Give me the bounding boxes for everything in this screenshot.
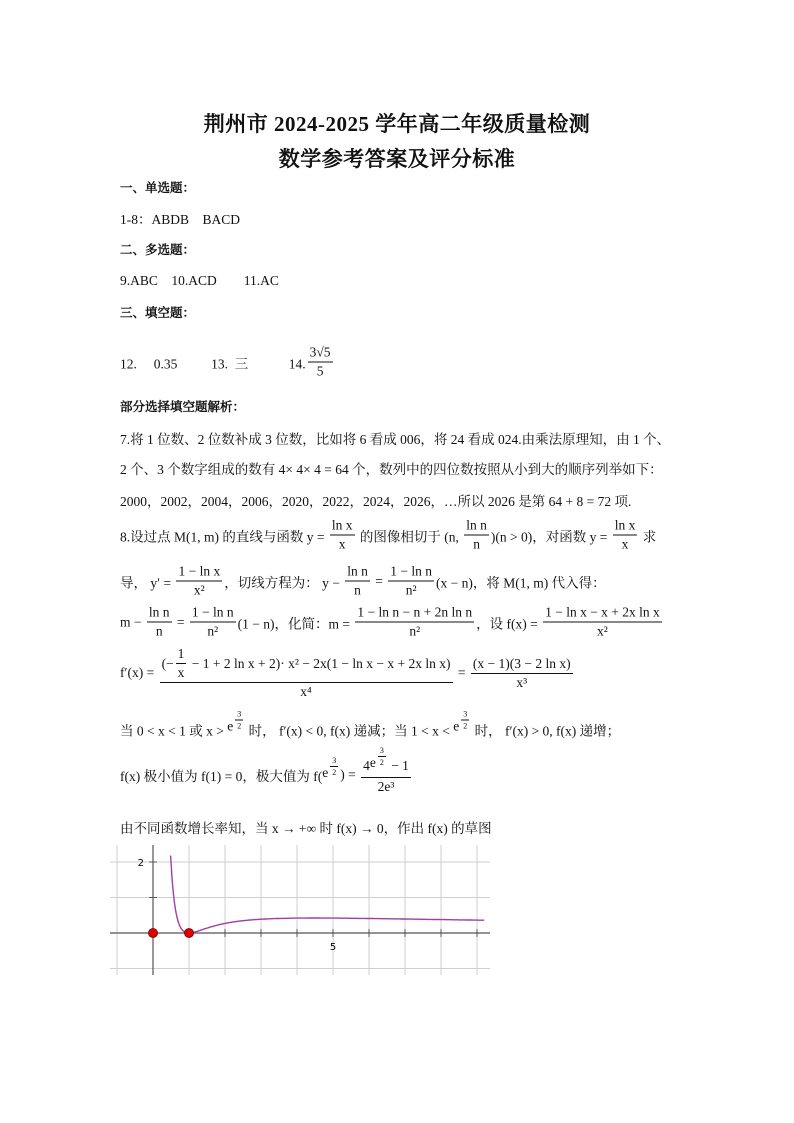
fraction-numerator: [388, 564, 434, 581]
math-text: x³: [516, 674, 528, 690]
fraction: [330, 756, 338, 777]
math-text: (x − n)，将 M(1, m) 代入得：: [435, 575, 606, 590]
fraction: [464, 518, 489, 553]
q8-line-2: [120, 564, 606, 599]
math-text: 2: [379, 758, 384, 767]
fraction-denominator: [308, 362, 333, 380]
math-text: ln n: [466, 517, 487, 533]
fraction-numerator: [308, 345, 333, 362]
power: [322, 755, 340, 786]
math-text: 2: [332, 767, 337, 777]
power: [227, 709, 245, 740]
fraction: [543, 605, 662, 640]
math-text: f′(x) =: [120, 665, 158, 680]
fraction-numerator: [190, 605, 236, 622]
fraction: [355, 605, 474, 640]
math-text: e: [369, 755, 376, 770]
math-text: ) =: [340, 767, 360, 782]
fraction-denominator: [147, 622, 172, 640]
math-text: 3: [379, 746, 384, 755]
math-text: (x − 1)(3 − 2 ln x): [472, 655, 571, 671]
q8-monotonicity: [120, 709, 621, 740]
math-text: =: [371, 573, 387, 588]
math-text: 5: [316, 363, 324, 379]
fraction-numerator: [543, 605, 662, 622]
fraction: [471, 656, 573, 691]
math-text: 时， f′(x) < 0, f(x) 递减；当 1 < x <: [245, 723, 454, 738]
fraction: [160, 646, 453, 700]
fraction-numerator: [355, 605, 474, 622]
fraction-denominator: [330, 535, 355, 553]
fill-blank-answers: [120, 345, 335, 380]
math-text: 由不同函数增长率知，当 x → +∞ 时 f(x) → 0，作出 f(x) 的草图: [120, 821, 492, 836]
math-text: n²: [405, 582, 417, 598]
fraction: [613, 518, 638, 553]
math-text: =: [173, 614, 188, 629]
math-text: x: [621, 536, 629, 552]
fraction-denominator: [388, 581, 434, 599]
math-text: n: [155, 623, 163, 639]
math-text: 2e³: [377, 779, 395, 794]
fraction-numerator: [378, 746, 386, 756]
math-text: (−: [161, 655, 174, 671]
function-sketch-graph: [110, 845, 490, 975]
math-text: 1 − ln n: [390, 563, 432, 579]
math-text: 1 − ln x: [178, 563, 221, 579]
section-fill-blank: 三、填空题：: [120, 305, 196, 320]
fraction-numerator: [160, 646, 453, 682]
fraction-denominator: [176, 663, 187, 681]
fraction-denominator: [464, 535, 489, 553]
math-text: x²: [193, 582, 205, 598]
fraction-numerator: [461, 710, 469, 720]
math-text: 导， y′ =: [120, 575, 175, 590]
fraction: [330, 518, 355, 553]
math-text: 的图像相切于 (n,: [356, 529, 463, 544]
fraction: [345, 564, 370, 599]
fraction-denominator: [345, 581, 370, 599]
q7-line-2: [120, 458, 663, 478]
math-text: ln n: [148, 604, 170, 620]
math-text: 1 − ln x − x + 2x ln x: [545, 604, 660, 620]
fraction-numerator: [345, 564, 370, 581]
fraction: [388, 564, 434, 599]
x-tick-label: 5: [329, 942, 337, 953]
fraction-numerator: [330, 518, 355, 535]
fraction-denominator: [471, 673, 573, 691]
q8-line-1: [120, 518, 656, 553]
math-text: e: [453, 718, 460, 734]
fraction-denominator: [378, 756, 386, 767]
math-text: f(x) 极小值为 f(1) = 0，极大值为 f(: [120, 769, 323, 784]
function-curve: [171, 856, 485, 934]
fraction-numerator: [361, 746, 411, 777]
math-text: 2: [237, 721, 242, 731]
y-tick-label: 2: [137, 858, 144, 869]
math-text: n²: [207, 623, 219, 639]
fraction-numerator: [471, 656, 573, 673]
document-title: 荆州市 2024-2025 学年高二年级质量检测: [203, 112, 591, 136]
marked-point: [149, 929, 158, 938]
fraction: [176, 564, 222, 599]
fraction-denominator: [461, 720, 469, 731]
fraction: [308, 345, 333, 380]
math-text: )(n > 0)，对函数 y =: [490, 529, 611, 544]
exponent: [459, 710, 471, 731]
math-text: n: [354, 582, 361, 598]
exponent: [376, 746, 388, 767]
fraction-denominator: [176, 581, 222, 599]
math-text: ，设 f(x) =: [476, 616, 542, 631]
fraction-numerator: [176, 646, 187, 663]
fraction-denominator: [190, 622, 236, 640]
document-subtitle: 数学参考答案及评分标准: [278, 147, 516, 171]
fraction: [235, 710, 243, 731]
math-text: 1 − ln n: [191, 604, 234, 620]
math-text: 8.设过点 M(1, m) 的直线与函数 y =: [120, 529, 328, 544]
q8-limit: [120, 817, 492, 837]
math-text: 12. 0.35 13. 三 14.: [120, 356, 306, 371]
math-text: x²: [597, 623, 608, 639]
fraction-denominator: [235, 720, 243, 731]
math-text: 2000，2002，2004，2006，2020，2022，2024，2026，…所以 2026 是第 64 + 8 = 72 项.: [120, 494, 632, 509]
math-text: 求: [639, 529, 657, 544]
math-text: ，切线方程为： y −: [224, 575, 344, 590]
math-text: x: [338, 536, 346, 552]
math-text: 2 个、3 个数字组成的数有 4× 4× 4 = 64 个，数列中的四位数按照从小到大的顺序列举如下：: [120, 462, 663, 477]
fraction-numerator: [147, 605, 172, 622]
math-text: 1: [177, 646, 185, 661]
math-text: 当 0 < x < 1 或 x >: [120, 723, 228, 738]
power: [369, 746, 388, 776]
section-analysis: 部分选择填空题解析：: [120, 399, 246, 414]
fraction-denominator: [361, 777, 411, 795]
math-text: 7.将 1 位数、2 位数补成 3 位数，比如将 6 看成 006，将 24 看成 024.由乘法原理知，由 1 个、: [120, 432, 671, 447]
math-text: m −: [120, 614, 145, 629]
fraction-denominator: [355, 622, 474, 640]
q7-line-3: [120, 490, 631, 510]
q7-line-1: [120, 428, 670, 448]
math-text: 2: [463, 721, 468, 731]
fraction-denominator: [160, 682, 453, 700]
math-text: 3√5: [309, 344, 331, 360]
fraction: [176, 646, 187, 681]
math-text: n²: [409, 623, 421, 639]
math-text: ln n: [347, 563, 368, 579]
fraction: [461, 710, 469, 731]
exponent: [328, 756, 340, 777]
q8-extrema: [120, 746, 413, 795]
math-text: e: [322, 764, 329, 780]
multi-choice-answers: 9.ABC 10.ACD 11.AC: [120, 273, 279, 288]
marked-point: [185, 929, 194, 938]
math-text: =: [454, 665, 469, 680]
math-text: ln x: [614, 517, 636, 533]
fraction-denominator: [543, 622, 662, 640]
math-text: ln x: [331, 517, 353, 533]
math-text: 3: [237, 709, 242, 719]
fraction: [190, 605, 236, 640]
section-multi-choice: 二、多选题：: [120, 242, 196, 257]
math-text: 3: [463, 709, 468, 719]
q8-derivative: [120, 646, 575, 700]
power: [453, 709, 471, 740]
math-text: n: [473, 536, 480, 552]
exponent: [233, 710, 245, 731]
fraction-numerator: [235, 710, 243, 720]
fraction-numerator: [464, 518, 489, 535]
fraction-numerator: [330, 756, 338, 766]
math-text: 4: [363, 757, 370, 773]
fraction: [361, 746, 411, 795]
fraction-numerator: [613, 518, 638, 535]
math-text: − 1 + 2 ln x + 2)· x² − 2x(1 − ln x − x + 2x ln x): [188, 655, 451, 671]
math-text: 3: [332, 755, 337, 765]
math-text: e: [227, 718, 234, 734]
q8-line-3: [120, 605, 664, 640]
math-text: 时， f′(x) > 0, f(x) 递增；: [471, 723, 621, 738]
fraction-denominator: [613, 535, 638, 553]
section-single-choice: 一、单选题：: [120, 180, 196, 195]
math-text: 1 − ln n − n + 2n ln n: [357, 604, 473, 620]
fraction-denominator: [330, 766, 338, 777]
math-text: (1 − n)，化简：m =: [237, 616, 354, 631]
fraction-numerator: [176, 564, 222, 581]
math-text: x⁴: [300, 684, 312, 699]
single-choice-answers: 1-8：ABDB BACD: [120, 212, 241, 227]
math-text: x: [177, 665, 185, 680]
fraction: [378, 746, 386, 767]
fraction: [147, 605, 172, 640]
math-text: − 1: [387, 757, 409, 773]
